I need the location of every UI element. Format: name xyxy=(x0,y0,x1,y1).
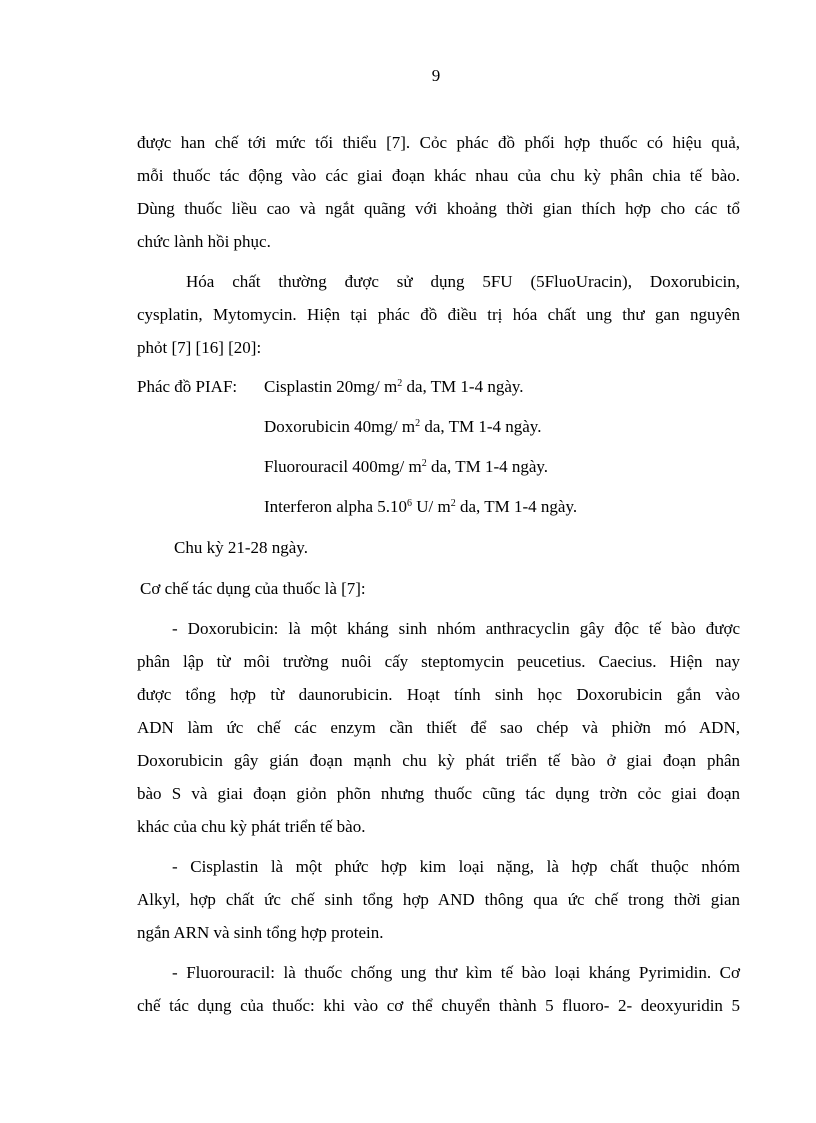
para1-line: được han chế tới mức tối thiểu [7]. Cỏc phác đồ phối hợp thuốc có hiệu quả, xyxy=(137,133,740,152)
doxorubicin-line: ADN làm ức chế các enzym cần thiết để sao chép và phiờn mó ADN, xyxy=(137,718,740,737)
para2-line: cysplatin, Mytomycin. Hiện tại phác đồ điều trị hóa chất ung thư gan nguyên xyxy=(137,305,740,324)
para1-line: Dùng thuốc liều cao và ngắt quãng với khoảng thời gian thích hợp cho các tổ xyxy=(137,199,740,218)
doxorubicin-line: Doxorubicin gây gián đoạn mạnh chu kỳ phát triển tế bào ở giai đoạn phân xyxy=(137,751,740,770)
fluorouracil-line: - Fluorouracil: là thuốc chống ung thư kìm tế bào loại kháng Pyrimidin. Cơ xyxy=(172,963,740,982)
para2-line: Hóa chất thường được sử dụng 5FU (5FluoUracin), Doxorubicin, xyxy=(186,272,740,291)
doxorubicin-line: được tổng hợp từ daunorubicin. Hoạt tính sinh học Doxorubicin gắn vào xyxy=(137,685,740,704)
mechanism-intro: Cơ chế tác dụng của thuốc là [7]: xyxy=(140,579,366,598)
para1-line: chức lành hồi phục. xyxy=(137,232,271,251)
regimen-item: Fluorouracil 400mg/ $m^2$ da, TM 1-4 ngày. xyxy=(264,457,549,476)
cisplastin-line: - Cisplastin là một phức hợp kim loại nặng, là hợp chất thuộc nhóm xyxy=(172,857,740,876)
regimen-label: Phác đồ PIAF: xyxy=(137,377,238,396)
fluorouracil-line: chế tác dụng của thuốc: khi vào cơ thể chuyển thành 5 fluoro- 2- deoxyuridin 5 xyxy=(137,996,740,1015)
regimen-item: Cisplastin 20mg/ $m^2$ da, TM 1-4 ngày. xyxy=(264,377,524,396)
cycle-line: Chu kỳ 21-28 ngày. xyxy=(174,538,308,557)
regimen-item: Interferon alpha 5.10$^6$ U/ $m^2$ da, TM 1-4 ngày. xyxy=(264,497,578,516)
cisplastin-line: Alkyl, hợp chất ức chế sinh tổng hợp AND thông qua ức chế trong thời gian xyxy=(137,890,740,909)
doxorubicin-line: khác của chu kỳ phát triển tế bào. xyxy=(137,817,366,836)
doxorubicin-line: phân lập từ môi trường nuôi cấy steptomycin peucetius. Caecius. Hiện nay xyxy=(137,652,740,671)
para2-line: phỏt [7] [16] [20]: xyxy=(137,338,262,357)
doxorubicin-line: - Doxorubicin: là một kháng sinh nhóm anthracyclin gây độc tế bào được xyxy=(172,619,740,638)
para1-line: mỗi thuốc tác động vào các giai đoạn khác nhau của chu kỳ phân chia tế bào. xyxy=(137,166,740,185)
regimen-item: Doxorubicin 40mg/ $m^2$ da, TM 1-4 ngày. xyxy=(264,417,542,436)
page-number: 9 xyxy=(431,66,441,85)
doxorubicin-line: bào S và giai đoạn giỏn phõn nhưng thuốc cũng tác dụng trờn cỏc giai đoạn xyxy=(137,784,740,803)
cisplastin-line: ngắn ARN và sinh tổng hợp protein. xyxy=(137,923,384,942)
